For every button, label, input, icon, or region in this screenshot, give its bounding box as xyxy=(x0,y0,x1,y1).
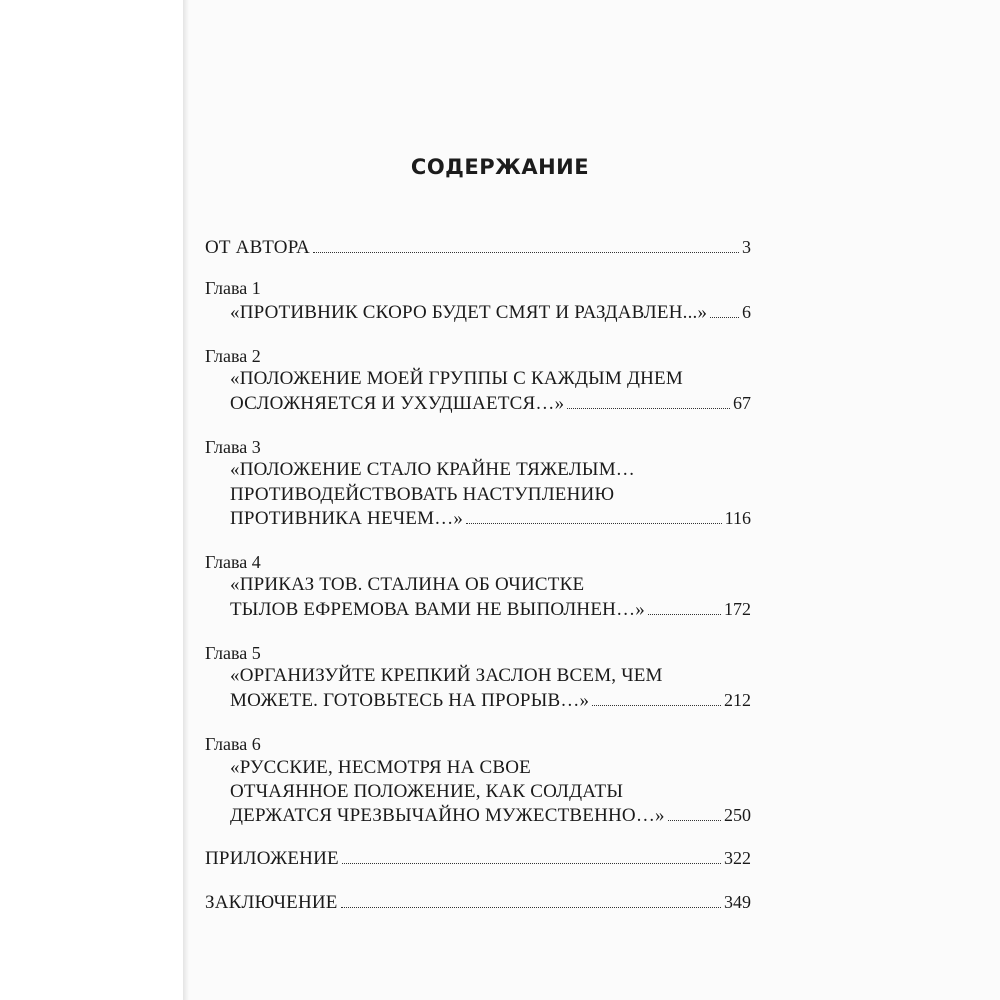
toc-entry-chapter-3[interactable] xyxy=(230,506,751,531)
toc-entry-chapter-1[interactable] xyxy=(230,300,751,325)
toc-page-number: 67 xyxy=(733,393,751,413)
toc-page-number: 322 xyxy=(724,848,751,868)
toc-entry-line: «ОРГАНИЗУЙТЕ КРЕПКИЙ ЗАСЛОН ВСЕМ, ЧЕМ xyxy=(230,665,663,686)
toc-page-number: 212 xyxy=(724,690,751,710)
toc-entry-line: «ПРИКАЗ ТОВ. СТАЛИНА ОБ ОЧИСТКЕ xyxy=(230,574,585,595)
toc-entry-title: ДЕРЖАТСЯ ЧРЕЗВЫЧАЙНО МУЖЕСТВЕННО…» xyxy=(230,805,665,826)
toc-entry-from-author[interactable] xyxy=(205,235,751,260)
toc-entry-line: ПРОТИВОДЕЙСТВОВАТЬ НАСТУПЛЕНИЮ xyxy=(230,484,615,505)
toc-entry-appendix[interactable] xyxy=(205,846,751,871)
toc-leader-dots xyxy=(466,522,722,524)
toc-entry-line: «РУССКИЕ, НЕСМОТРЯ НА СВОЕ xyxy=(230,757,531,778)
toc-entry-title: ПРИЛОЖЕНИЕ xyxy=(205,848,339,869)
toc-leader-dots xyxy=(668,819,721,821)
toc-entry-line: «ПОЛОЖЕНИЕ СТАЛО КРАЙНЕ ТЯЖЕЛЫМ… xyxy=(230,459,635,480)
toc-leader-dots xyxy=(592,704,721,706)
toc-leader-dots xyxy=(648,613,721,615)
toc-leader-dots xyxy=(710,316,739,318)
toc-entry-chapter-2[interactable] xyxy=(230,391,751,416)
toc-entry-title: ТЫЛОВ ЕФРЕМОВА ВАМИ НЕ ВЫПОЛНЕН…» xyxy=(230,599,645,620)
toc-entry-title: ОТ АВТОРА xyxy=(205,237,310,258)
chapter-label: Глава 1 xyxy=(205,278,261,298)
toc-page-number: 349 xyxy=(724,892,751,912)
toc-entry-title: ОСЛОЖНЯЕТСЯ И УХУДШАЕТСЯ…» xyxy=(230,393,565,414)
toc-leader-dots xyxy=(567,407,730,409)
contents-title: СОДЕРЖАНИЕ xyxy=(410,155,590,179)
toc-entry-title: «ПРОТИВНИК СКОРО БУДЕТ СМЯТ И РАЗДАВЛЕН...» xyxy=(230,302,708,323)
toc-entry-chapter-4[interactable] xyxy=(230,597,751,622)
toc-entry-line: ОТЧАЯННОЕ ПОЛОЖЕНИЕ, КАК СОЛДАТЫ xyxy=(230,781,624,802)
toc-leader-dots xyxy=(341,906,721,908)
toc-entry-title: ЗАКЛЮЧЕНИЕ xyxy=(205,892,338,913)
chapter-label: Глава 4 xyxy=(205,552,261,572)
chapter-label: Глава 2 xyxy=(205,346,261,366)
toc-entry-title: МОЖЕТЕ. ГОТОВЬТЕСЬ НА ПРОРЫВ…» xyxy=(230,690,590,711)
toc-leader-dots xyxy=(342,862,721,864)
toc-entry-line: «ПОЛОЖЕНИЕ МОЕЙ ГРУППЫ С КАЖДЫМ ДНЕМ xyxy=(230,368,683,389)
toc-entry-title: ПРОТИВНИКА НЕЧЕМ…» xyxy=(230,508,464,529)
toc-leader-dots xyxy=(313,251,739,253)
toc-page-number: 6 xyxy=(742,302,751,322)
chapter-label: Глава 3 xyxy=(205,437,261,457)
chapter-label: Глава 5 xyxy=(205,643,261,663)
toc-page-number: 172 xyxy=(724,599,751,619)
toc-page-number: 250 xyxy=(724,805,751,825)
toc-entry-chapter-5[interactable] xyxy=(230,688,751,713)
toc-entry-conclusion[interactable] xyxy=(205,890,751,915)
toc-page-number: 3 xyxy=(742,237,751,257)
chapter-label: Глава 6 xyxy=(205,734,261,754)
toc-entry-chapter-6[interactable] xyxy=(230,803,751,828)
toc-page-number: 116 xyxy=(724,508,751,528)
